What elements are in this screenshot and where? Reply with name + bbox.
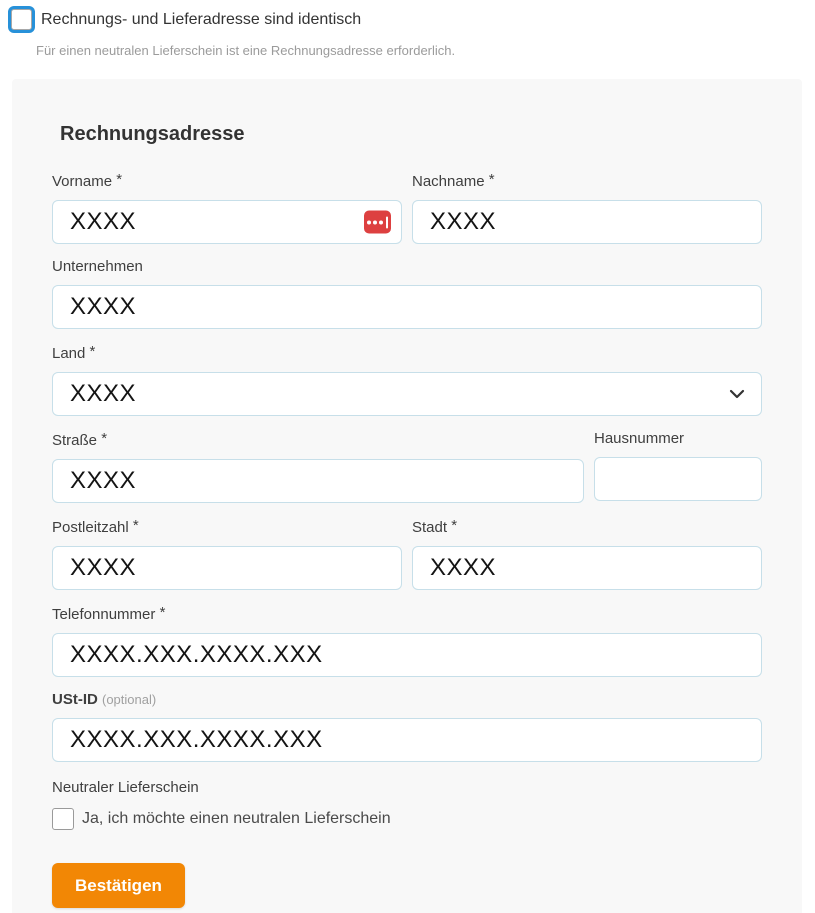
required-asterisk: * <box>116 171 123 188</box>
hausnummer-field-group <box>594 430 762 503</box>
strasse-field-group <box>52 430 584 503</box>
confirm-button[interactable]: Bestätigen <box>52 863 185 908</box>
billing-address-card <box>12 79 802 913</box>
postleitzahl-input[interactable] <box>52 546 402 590</box>
unternehmen-input[interactable] <box>52 285 762 329</box>
required-asterisk: * <box>89 343 96 360</box>
neutral-lieferschein-label: Neutraler Lieferschein <box>52 779 199 796</box>
land-label: Land * <box>52 343 96 362</box>
identical-address-label[interactable]: Rechnungs- und Lieferadresse sind identisch <box>41 10 362 28</box>
nachname-field-group <box>412 171 762 244</box>
land-field-group <box>52 343 762 416</box>
stadt-label: Stadt * <box>412 517 458 536</box>
required-asterisk: * <box>132 517 139 534</box>
address-identical-section <box>0 0 815 58</box>
land-select[interactable] <box>52 372 762 416</box>
required-asterisk: * <box>101 430 108 447</box>
required-asterisk: * <box>451 517 458 534</box>
telefonnummer-field-group <box>52 604 762 677</box>
telefonnummer-label: Telefonnummer * <box>52 604 166 623</box>
optional-hint: (optional) <box>102 692 157 707</box>
vorname-label: Vorname * <box>52 171 123 190</box>
identical-address-checkbox[interactable] <box>11 9 32 30</box>
stadt-input[interactable] <box>412 546 762 590</box>
required-asterisk: * <box>159 604 166 621</box>
unternehmen-label: Unternehmen <box>52 258 143 275</box>
nachname-label: Nachname * <box>412 171 495 190</box>
street-row <box>52 430 762 503</box>
ustid-label: USt-ID (optional) <box>52 691 157 708</box>
nachname-input[interactable] <box>412 200 762 244</box>
page-title: Rechnungsadresse <box>60 123 245 145</box>
stadt-field-group <box>412 517 762 590</box>
neutral-delivery-helper-text: Für einen neutralen Lieferschein ist eine Rechnungsadresse erforderlich. <box>36 43 456 58</box>
postleitzahl-field-group <box>52 517 402 590</box>
ustid-field-group <box>52 691 762 762</box>
required-asterisk: * <box>488 171 495 188</box>
vorname-input[interactable] <box>52 200 402 244</box>
hausnummer-label: Hausnummer <box>594 430 685 447</box>
neutral-lieferschein-group <box>52 779 762 830</box>
neutral-lieferschein-checkbox[interactable] <box>52 808 74 830</box>
unternehmen-field-group <box>52 258 762 329</box>
password-manager-autofill-icon[interactable] <box>364 211 391 234</box>
telefonnummer-input[interactable] <box>52 633 762 677</box>
city-row <box>52 517 762 590</box>
strasse-input[interactable] <box>52 459 584 503</box>
neutral-lieferschein-checkbox-label[interactable]: Ja, ich möchte einen neutralen Lieferschein <box>82 810 391 827</box>
name-row <box>52 171 762 244</box>
strasse-label: Straße * <box>52 430 108 449</box>
hausnummer-input[interactable] <box>594 457 762 501</box>
postleitzahl-label: Postleitzahl * <box>52 517 139 536</box>
vorname-field-group <box>52 171 402 244</box>
ustid-input[interactable] <box>52 718 762 762</box>
